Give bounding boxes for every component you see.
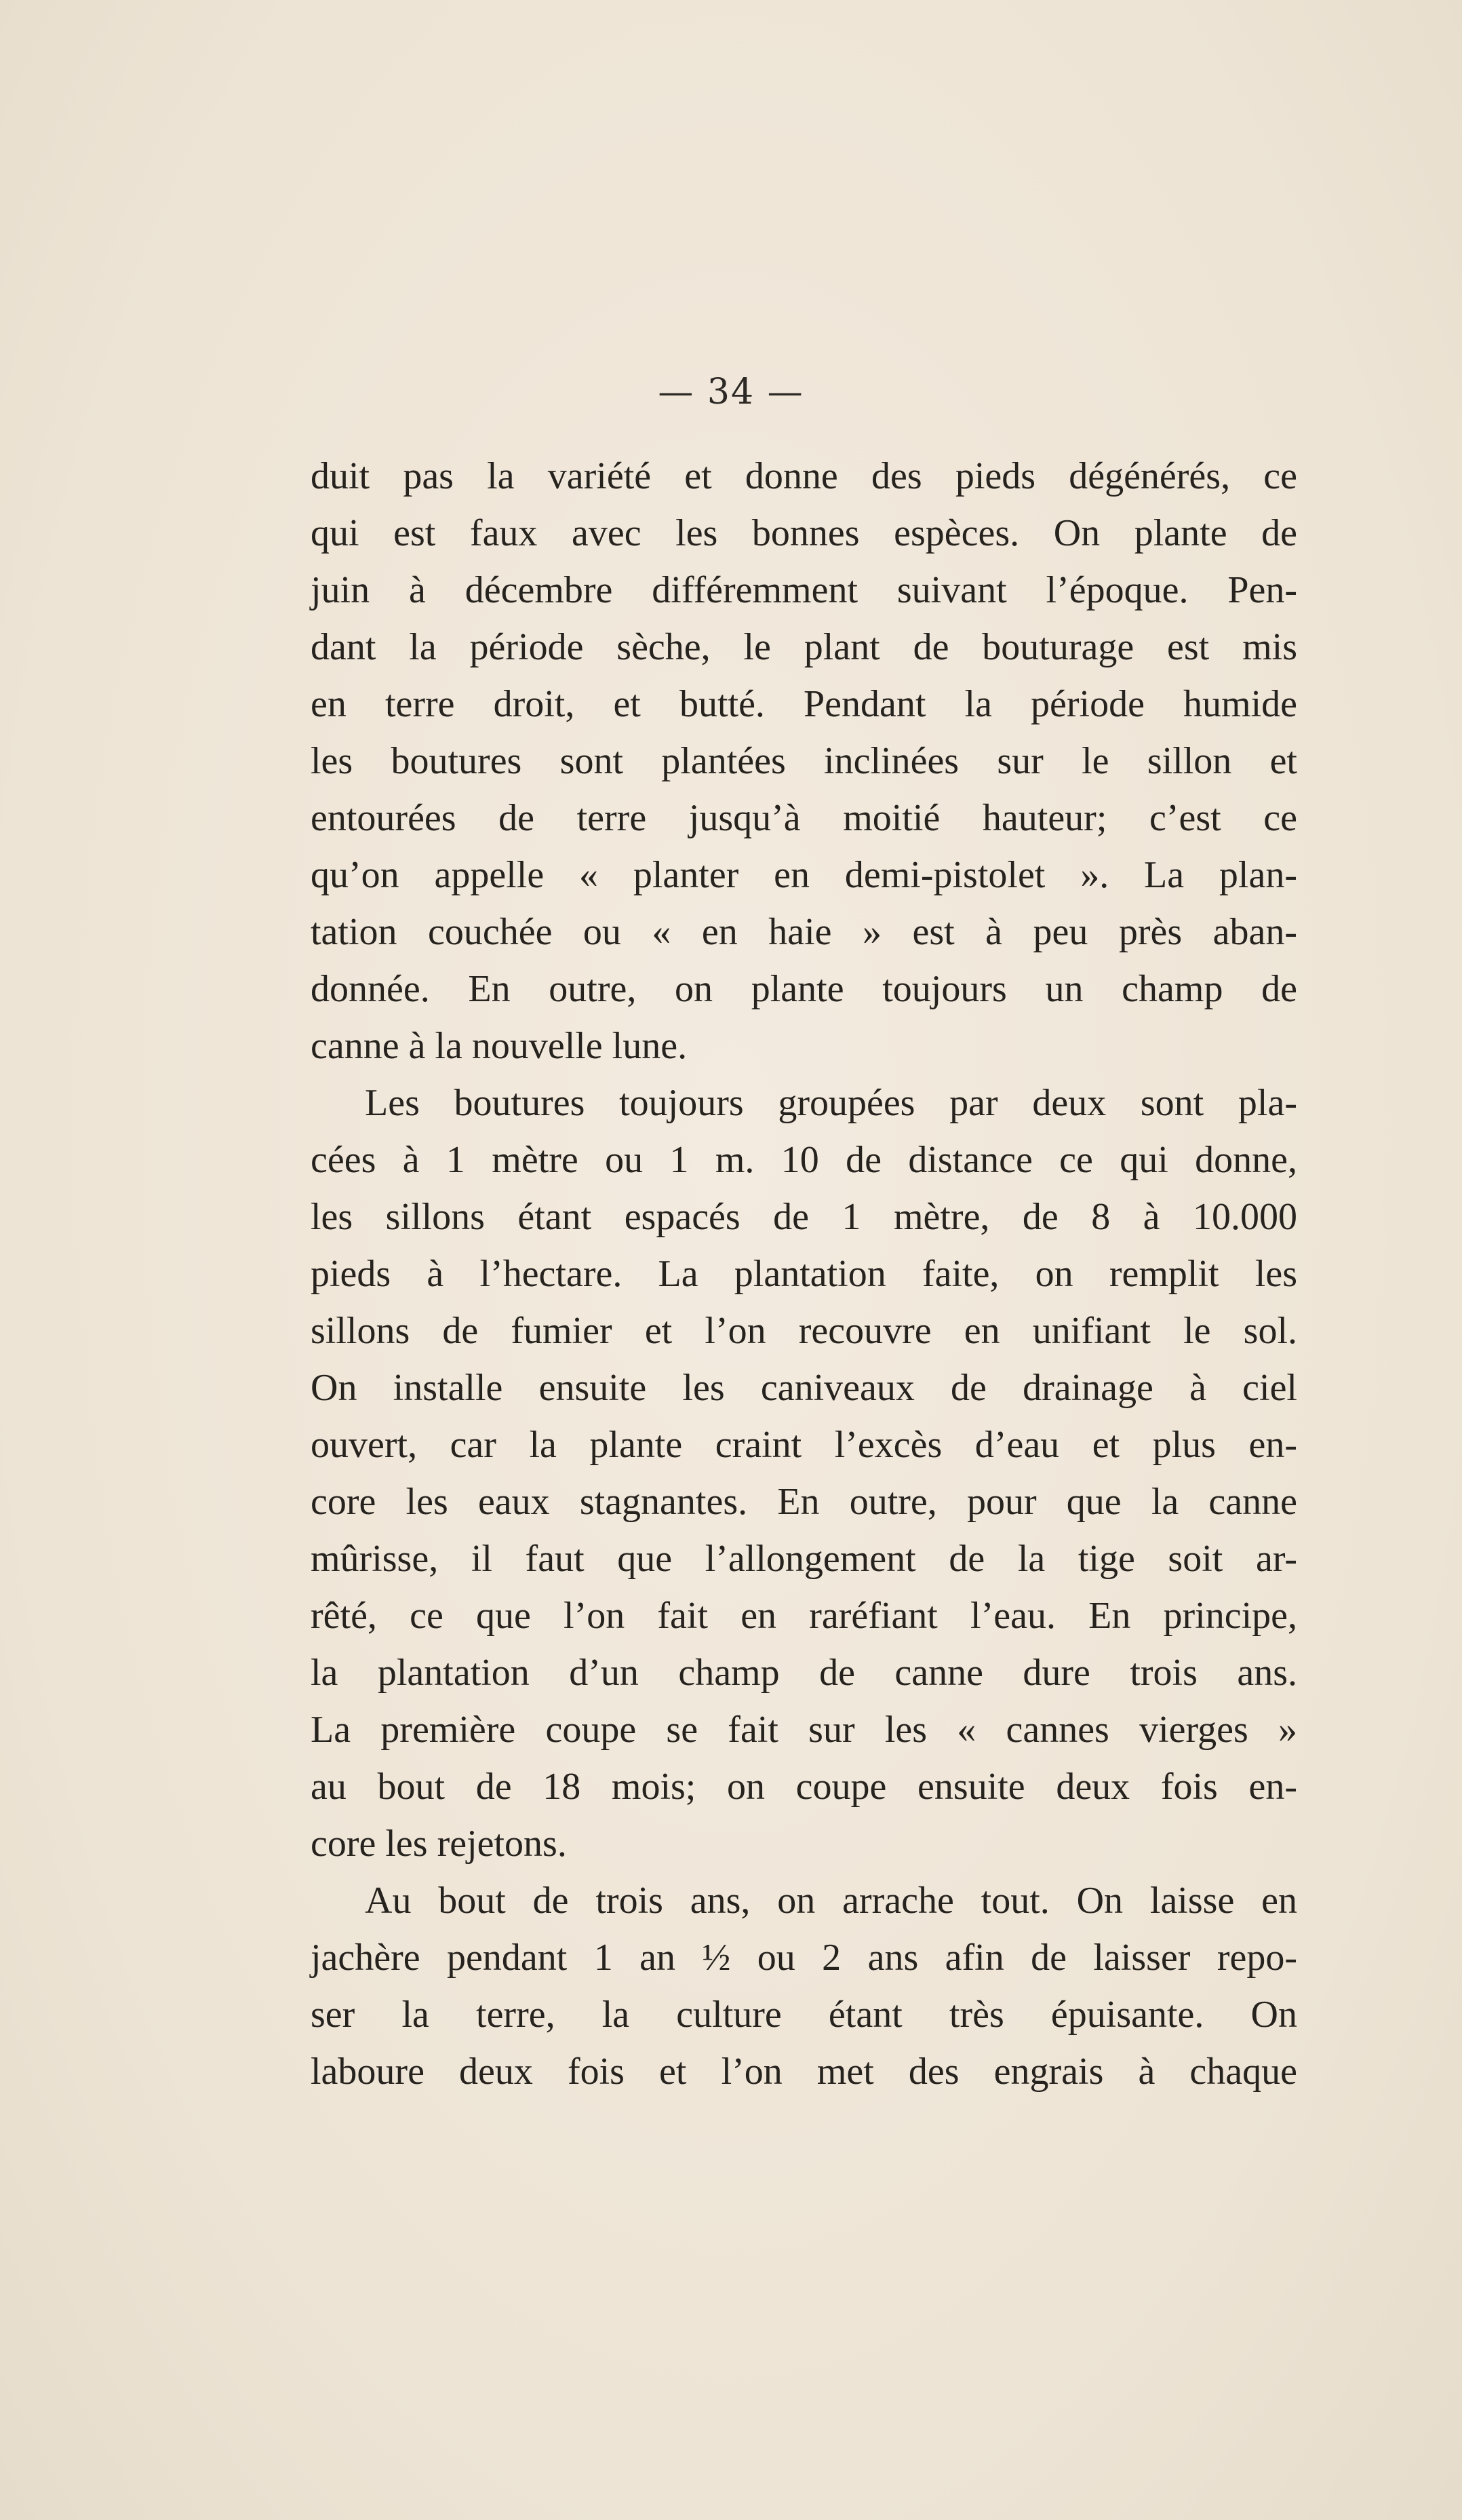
text-line: donnée. En outre, on plante toujours un champ de: [311, 968, 1297, 1010]
text-line: Au bout de trois ans, on arrache tout. On laisse en: [365, 1880, 1297, 1922]
text-line: dant la période sèche, le plant de bouturage est mis: [311, 626, 1297, 668]
text-line: les boutures sont plantées inclinées sur le sillon et: [311, 740, 1297, 782]
text-line: pieds à l’hectare. La plantation faite, on remplit les: [311, 1253, 1297, 1295]
page-number: — 34 —: [658, 372, 804, 412]
text-line: la plantation d’un champ de canne dure trois ans.: [311, 1652, 1297, 1694]
body-text: [311, 448, 1297, 2100]
text-line: au bout de 18 mois; on coupe ensuite deux fois en-: [311, 1766, 1297, 1808]
text-line: core les rejetons.: [311, 1823, 567, 1865]
text-line: duit pas la variété et donne des pieds dégénérés, ce: [311, 455, 1297, 497]
text-line: tation couchée ou « en haie » est à peu près aban-: [311, 911, 1297, 953]
text-line: Les boutures toujours groupées par deux sont pla-: [365, 1082, 1297, 1124]
text-line: jachère pendant 1 an ½ ou 2 ans afin de laisser repo-: [311, 1937, 1297, 1979]
text-line: entourées de terre jusqu’à moitié hauteur; c’est ce: [311, 797, 1297, 839]
text-line: en terre droit, et butté. Pendant la période humide: [311, 683, 1297, 725]
text-line: qu’on appelle « planter en demi-pistolet ». La plan-: [311, 854, 1297, 896]
text-line: ser la terre, la culture étant très épuisante. On: [311, 1994, 1297, 2036]
text-line: les sillons étant espacés de 1 mètre, de 8 à 10.000: [311, 1196, 1297, 1238]
text-line: core les eaux stagnantes. En outre, pour que la canne: [311, 1481, 1297, 1523]
text-line: juin à décembre différemment suivant l’époque. Pen-: [311, 569, 1297, 611]
text-line: canne à la nouvelle lune.: [311, 1025, 688, 1067]
text-line: qui est faux avec les bonnes espèces. On plante de: [311, 512, 1297, 554]
text-line: laboure deux fois et l’on met des engrais à chaque: [311, 2051, 1297, 2093]
text-line: La première coupe se fait sur les « cannes vierges »: [311, 1709, 1297, 1751]
text-line: ouvert, car la plante craint l’excès d’eau et plus en-: [311, 1424, 1297, 1466]
text-line: sillons de fumier et l’on recouvre en unifiant le sol.: [311, 1310, 1297, 1352]
text-line: On installe ensuite les caniveaux de drainage à ciel: [311, 1367, 1297, 1409]
text-line: cées à 1 mètre ou 1 m. 10 de distance ce qui donne,: [311, 1139, 1297, 1181]
text-line: mûrisse, il faut que l’allongement de la tige soit ar-: [311, 1538, 1297, 1580]
text-line: rêté, ce que l’on fait en raréfiant l’eau. En principe,: [311, 1595, 1297, 1637]
